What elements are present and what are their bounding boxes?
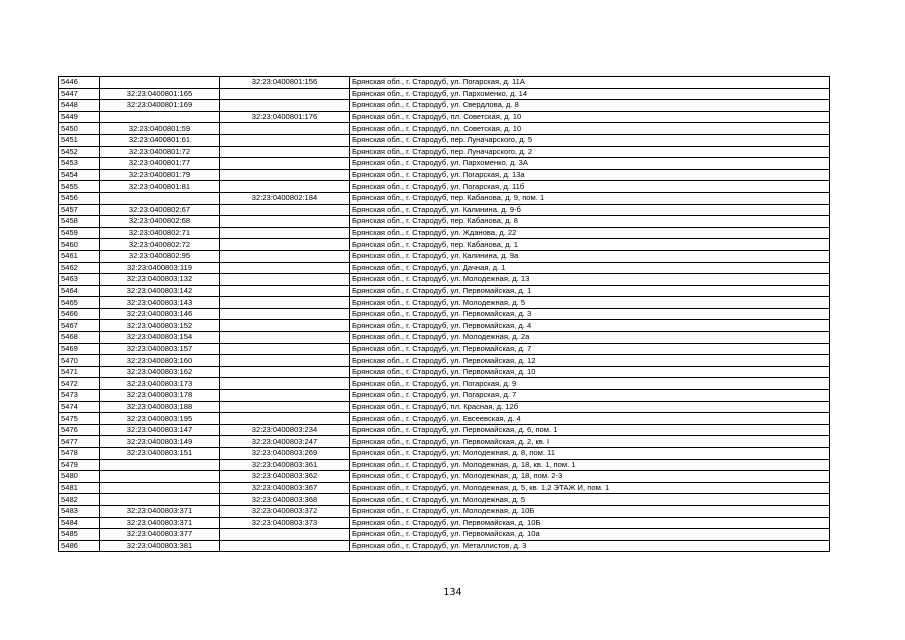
- cadastral-number-cell: 32:23:0400803:149: [100, 436, 220, 448]
- cadastral-number-cell: [100, 192, 220, 204]
- row-number-cell: 5486: [59, 540, 100, 552]
- cadastral-number-cell: [100, 459, 220, 471]
- cadastral-number-cell: 32:23:0400802:71: [100, 227, 220, 239]
- row-number-cell: 5469: [59, 343, 100, 355]
- row-number-cell: 5480: [59, 471, 100, 483]
- page-number: 134: [443, 587, 462, 598]
- object-cadastral-number-cell: [220, 239, 350, 251]
- table-row: [59, 390, 830, 402]
- cadastral-number-cell: 32:23:0400803:147: [100, 424, 220, 436]
- object-cadastral-number-cell: [220, 285, 350, 297]
- cadastral-number-cell: 32:23:0400803:371: [100, 517, 220, 529]
- table-row: [59, 540, 830, 552]
- table-row: [59, 355, 830, 367]
- cadastral-number-cell: 32:23:0400801:79: [100, 169, 220, 181]
- table-row: [59, 436, 830, 448]
- table-row: [59, 100, 830, 112]
- object-cadastral-number-cell: [220, 134, 350, 146]
- address-cell: Брянская обл., г. Стародуб, ул. Калинина, д. 9а: [350, 250, 830, 262]
- object-cadastral-number-cell: [220, 88, 350, 100]
- cadastral-number-cell: 32:23:0400803:151: [100, 448, 220, 460]
- cadastral-number-cell: [100, 482, 220, 494]
- object-cadastral-number-cell: [220, 320, 350, 332]
- address-cell: Брянская обл., г. Стародуб, ул. Первомайская, д. 10Б: [350, 517, 830, 529]
- row-number-cell: 5476: [59, 424, 100, 436]
- address-cell: Брянская обл., г. Стародуб, ул. Жданова, д. 22: [350, 227, 830, 239]
- address-cell: Брянская обл., г. Стародуб, ул. Первомайская, д. 1: [350, 285, 830, 297]
- address-cell: Брянская обл., г. Стародуб, ул. Молодежная, д. 2а: [350, 332, 830, 344]
- object-cadastral-number-cell: [220, 250, 350, 262]
- cadastral-number-cell: 32:23:0400801:81: [100, 181, 220, 193]
- address-cell: Брянская обл., г. Стародуб, ул. Погарская, д. 7: [350, 390, 830, 402]
- address-cell: Брянская обл., г. Стародуб, ул. Первомайская, д. 10: [350, 366, 830, 378]
- cadastral-number-cell: [100, 77, 220, 89]
- address-cell: Брянская обл., г. Стародуб, пер. Луначарского, д. 2: [350, 146, 830, 158]
- address-cell: Брянская обл., г. Стародуб, ул. Молодежная, д. 5, кв. 1,2 ЭТАЖ И, пом. 1: [350, 482, 830, 494]
- address-cell: Брянская обл., г. Стародуб, пер. Кабанова, д. 8: [350, 216, 830, 228]
- table-row: [59, 401, 830, 413]
- address-cell: Брянская обл., г. Стародуб, пл. Советская, д. 10: [350, 111, 830, 123]
- row-number-cell: 5485: [59, 529, 100, 541]
- address-cell: Брянская обл., г. Стародуб, ул. Молодежная, д. 5: [350, 297, 830, 309]
- address-cell: Брянская обл., г. Стародуб, ул. Евсеевская, д. 4: [350, 413, 830, 425]
- row-number-cell: 5451: [59, 134, 100, 146]
- address-cell: Брянская обл., г. Стародуб, ул. Пархоменко, д. 3А: [350, 158, 830, 170]
- table-row: [59, 285, 830, 297]
- table-row: [59, 459, 830, 471]
- address-cell: Брянская обл., г. Стародуб, ул. Молодежная, д. 5: [350, 494, 830, 506]
- table-row: [59, 320, 830, 332]
- object-cadastral-number-cell: [220, 181, 350, 193]
- row-number-cell: 5448: [59, 100, 100, 112]
- row-number-cell: 5453: [59, 158, 100, 170]
- row-number-cell: 5463: [59, 274, 100, 286]
- cadastral-number-cell: 32:23:0400803:381: [100, 540, 220, 552]
- object-cadastral-number-cell: 32:23:0400803:367: [220, 482, 350, 494]
- address-cell: Брянская обл., г. Стародуб, пер. Кабанова, д. 1: [350, 239, 830, 251]
- address-cell: Брянская обл., г. Стародуб, ул. Первомайская, д. 6, пом. 1: [350, 424, 830, 436]
- object-cadastral-number-cell: [220, 343, 350, 355]
- table-row: [59, 250, 830, 262]
- object-cadastral-number-cell: 32:23:0400803:372: [220, 505, 350, 517]
- object-cadastral-number-cell: [220, 355, 350, 367]
- object-cadastral-number-cell: [220, 366, 350, 378]
- object-cadastral-number-cell: [220, 123, 350, 135]
- cadastral-table: [58, 76, 830, 552]
- table-row: [59, 297, 830, 309]
- object-cadastral-number-cell: [220, 332, 350, 344]
- row-number-cell: 5473: [59, 390, 100, 402]
- object-cadastral-number-cell: [220, 297, 350, 309]
- row-number-cell: 5457: [59, 204, 100, 216]
- table-row: [59, 239, 830, 251]
- table-row: [59, 366, 830, 378]
- cadastral-number-cell: 32:23:0400803:132: [100, 274, 220, 286]
- row-number-cell: 5446: [59, 77, 100, 89]
- row-number-cell: 5450: [59, 123, 100, 135]
- row-number-cell: 5472: [59, 378, 100, 390]
- object-cadastral-number-cell: [220, 204, 350, 216]
- row-number-cell: 5459: [59, 227, 100, 239]
- address-cell: Брянская обл., г. Стародуб, ул. Свердлова, д. 8: [350, 100, 830, 112]
- cadastral-number-cell: 32:23:0400803:152: [100, 320, 220, 332]
- address-cell: Брянская обл., г. Стародуб, ул. Первомайская, д. 7: [350, 343, 830, 355]
- cadastral-number-cell: 32:23:0400802:72: [100, 239, 220, 251]
- row-number-cell: 5466: [59, 308, 100, 320]
- object-cadastral-number-cell: [220, 540, 350, 552]
- address-cell: Брянская обл., г. Стародуб, пл. Советская, д. 10: [350, 123, 830, 135]
- table-row: [59, 192, 830, 204]
- row-number-cell: 5454: [59, 169, 100, 181]
- table-row: [59, 274, 830, 286]
- address-cell: Брянская обл., г. Стародуб, ул. Первомайская, д. 3: [350, 308, 830, 320]
- cadastral-number-cell: 32:23:0400803:162: [100, 366, 220, 378]
- cadastral-number-cell: 32:23:0400802:67: [100, 204, 220, 216]
- object-cadastral-number-cell: [220, 529, 350, 541]
- table-row: [59, 77, 830, 89]
- row-number-cell: 5462: [59, 262, 100, 274]
- table-row: [59, 529, 830, 541]
- cadastral-number-cell: 32:23:0400802:68: [100, 216, 220, 228]
- object-cadastral-number-cell: 32:23:0400803:247: [220, 436, 350, 448]
- address-cell: Брянская обл., г. Стародуб, ул. Молодежная, д. 8, пом. 11: [350, 448, 830, 460]
- object-cadastral-number-cell: 32:23:0400803:269: [220, 448, 350, 460]
- row-number-cell: 5449: [59, 111, 100, 123]
- address-cell: Брянская обл., г. Стародуб, ул. Первомайская, д. 12: [350, 355, 830, 367]
- address-cell: Брянская обл., г. Стародуб, ул. Молодежная, д. 18, кв. 1, пом. 1: [350, 459, 830, 471]
- address-cell: Брянская обл., г. Стародуб, ул. Первомайская, д. 2, кв. I: [350, 436, 830, 448]
- table-row: [59, 134, 830, 146]
- table-row: [59, 88, 830, 100]
- cadastral-number-cell: 32:23:0400803:195: [100, 413, 220, 425]
- table-row: [59, 146, 830, 158]
- address-cell: Брянская обл., г. Стародуб, ул. Металлистов, д. 3: [350, 540, 830, 552]
- address-cell: Брянская обл., г. Стародуб, пер. Кабанова, д. 9, пом. 1: [350, 192, 830, 204]
- cadastral-number-cell: 32:23:0400801:59: [100, 123, 220, 135]
- address-cell: Брянская обл., г. Стародуб, ул. Пархоменко, д. 14: [350, 88, 830, 100]
- table-row: [59, 494, 830, 506]
- table-row: [59, 517, 830, 529]
- row-number-cell: 5479: [59, 459, 100, 471]
- row-number-cell: 5478: [59, 448, 100, 460]
- object-cadastral-number-cell: 32:23:0400803:373: [220, 517, 350, 529]
- cadastral-number-cell: 32:23:0400801:77: [100, 158, 220, 170]
- object-cadastral-number-cell: [220, 158, 350, 170]
- table-row: [59, 169, 830, 181]
- address-cell: Брянская обл., г. Стародуб, ул. Погарская, д. 9: [350, 378, 830, 390]
- row-number-cell: 5483: [59, 505, 100, 517]
- cadastral-number-cell: [100, 494, 220, 506]
- address-cell: Брянская обл., г. Стародуб, пер. Луначарского, д. 5: [350, 134, 830, 146]
- table-row: [59, 158, 830, 170]
- cadastral-number-cell: 32:23:0400803:146: [100, 308, 220, 320]
- row-number-cell: 5481: [59, 482, 100, 494]
- table-row: [59, 123, 830, 135]
- object-cadastral-number-cell: [220, 413, 350, 425]
- cadastral-number-cell: 32:23:0400801:165: [100, 88, 220, 100]
- row-number-cell: 5455: [59, 181, 100, 193]
- row-number-cell: 5461: [59, 250, 100, 262]
- cadastral-number-cell: 32:23:0400801:61: [100, 134, 220, 146]
- cadastral-number-cell: 32:23:0400803:157: [100, 343, 220, 355]
- cadastral-number-cell: [100, 111, 220, 123]
- object-cadastral-number-cell: [220, 378, 350, 390]
- row-number-cell: 5447: [59, 88, 100, 100]
- table-row: [59, 181, 830, 193]
- address-cell: Брянская обл., г. Стародуб, ул. Погарская, д. 11б: [350, 181, 830, 193]
- object-cadastral-number-cell: 32:23:0400801:176: [220, 111, 350, 123]
- object-cadastral-number-cell: 32:23:0400802:184: [220, 192, 350, 204]
- address-cell: Брянская обл., г. Стародуб, ул. Молодежная, д. 13: [350, 274, 830, 286]
- object-cadastral-number-cell: [220, 169, 350, 181]
- object-cadastral-number-cell: [220, 274, 350, 286]
- row-number-cell: 5475: [59, 413, 100, 425]
- table-row: [59, 204, 830, 216]
- object-cadastral-number-cell: [220, 390, 350, 402]
- table-row: [59, 111, 830, 123]
- cadastral-number-cell: 32:23:0400803:154: [100, 332, 220, 344]
- row-number-cell: 5482: [59, 494, 100, 506]
- row-number-cell: 5468: [59, 332, 100, 344]
- cadastral-number-cell: 32:23:0400803:178: [100, 390, 220, 402]
- table-row: [59, 262, 830, 274]
- object-cadastral-number-cell: 32:23:0400801:156: [220, 77, 350, 89]
- cadastral-number-cell: 32:23:0400803:160: [100, 355, 220, 367]
- object-cadastral-number-cell: [220, 216, 350, 228]
- object-cadastral-number-cell: [220, 401, 350, 413]
- object-cadastral-number-cell: 32:23:0400803:361: [220, 459, 350, 471]
- cadastral-number-cell: 32:23:0400803:173: [100, 378, 220, 390]
- table-row: [59, 471, 830, 483]
- table-row: [59, 482, 830, 494]
- address-cell: Брянская обл., г. Стародуб, ул. Погарская, д. 13а: [350, 169, 830, 181]
- table-row: [59, 216, 830, 228]
- cadastral-number-cell: 32:23:0400803:143: [100, 297, 220, 309]
- row-number-cell: 5470: [59, 355, 100, 367]
- cadastral-number-cell: 32:23:0400801:169: [100, 100, 220, 112]
- table-row: [59, 413, 830, 425]
- cadastral-number-cell: 32:23:0400802:95: [100, 250, 220, 262]
- address-cell: Брянская обл., г. Стародуб, ул. Первомайская, д. 4: [350, 320, 830, 332]
- address-cell: Брянская обл., г. Стародуб, ул. Первомайская, д. 10а: [350, 529, 830, 541]
- cadastral-number-cell: 32:23:0400803:371: [100, 505, 220, 517]
- cadastral-number-cell: 32:23:0400803:119: [100, 262, 220, 274]
- row-number-cell: 5464: [59, 285, 100, 297]
- row-number-cell: 5452: [59, 146, 100, 158]
- row-number-cell: 5458: [59, 216, 100, 228]
- address-cell: Брянская обл., г. Стародуб, пл. Красная, д. 12б: [350, 401, 830, 413]
- object-cadastral-number-cell: 32:23:0400803:362: [220, 471, 350, 483]
- address-cell: Брянская обл., г. Стародуб, ул. Дачная, д. 1: [350, 262, 830, 274]
- table-row: [59, 378, 830, 390]
- object-cadastral-number-cell: [220, 146, 350, 158]
- row-number-cell: 5460: [59, 239, 100, 251]
- row-number-cell: 5456: [59, 192, 100, 204]
- address-cell: Брянская обл., г. Стародуб, ул. Погарская, д. 11А: [350, 77, 830, 89]
- table-body: [59, 77, 830, 552]
- table-row: [59, 227, 830, 239]
- row-number-cell: 5484: [59, 517, 100, 529]
- cadastral-number-cell: 32:23:0400801:72: [100, 146, 220, 158]
- cadastral-number-cell: [100, 471, 220, 483]
- table-row: [59, 448, 830, 460]
- cadastral-number-cell: 32:23:0400803:142: [100, 285, 220, 297]
- row-number-cell: 5471: [59, 366, 100, 378]
- row-number-cell: 5467: [59, 320, 100, 332]
- object-cadastral-number-cell: [220, 308, 350, 320]
- address-cell: Брянская обл., г. Стародуб, ул. Молодежная, д. 10Б: [350, 505, 830, 517]
- table-row: [59, 424, 830, 436]
- object-cadastral-number-cell: 32:23:0400803:234: [220, 424, 350, 436]
- cadastral-number-cell: 32:23:0400803:188: [100, 401, 220, 413]
- table-row: [59, 308, 830, 320]
- object-cadastral-number-cell: 32:23:0400803:368: [220, 494, 350, 506]
- address-cell: Брянская обл., г. Стародуб, ул. Калинина, д. 9-б: [350, 204, 830, 216]
- address-cell: Брянская обл., г. Стародуб, ул. Молодежная, д. 18, пом. 2-3: [350, 471, 830, 483]
- object-cadastral-number-cell: [220, 262, 350, 274]
- row-number-cell: 5465: [59, 297, 100, 309]
- table-row: [59, 332, 830, 344]
- row-number-cell: 5474: [59, 401, 100, 413]
- table-row: [59, 505, 830, 517]
- object-cadastral-number-cell: [220, 100, 350, 112]
- table-row: [59, 343, 830, 355]
- cadastral-number-cell: 32:23:0400803:377: [100, 529, 220, 541]
- row-number-cell: 5477: [59, 436, 100, 448]
- object-cadastral-number-cell: [220, 227, 350, 239]
